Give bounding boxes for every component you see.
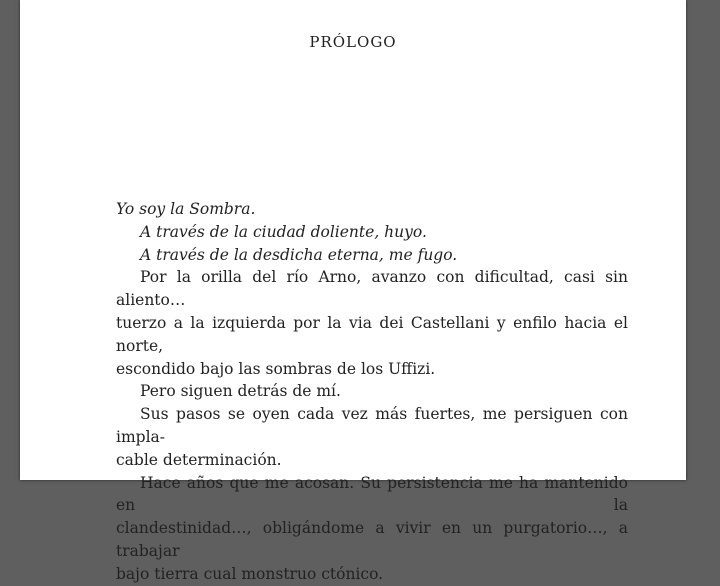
text-line: clandestinidad…, obligándome a vivir en un purgatorio…, a trabajar [116,519,628,560]
chapter-title: PRÓLOGO [309,33,397,51]
text-line: tuerzo a la izquierda por la via dei Castellani y enfilo hacia el norte, [116,313,628,355]
text-line: cable determinación. [116,450,282,469]
text-line: Sus pasos se oyen cada vez más fuertes, me persiguen con impla- [116,405,628,446]
text-line: Yo soy la Sombra. [116,200,256,218]
text-line: Hace años que me acosan. Su persistencia me ha mantenido en la [116,473,628,515]
body-text [116,198,628,586]
text-line: A través de la desdicha eterna, me fugo. [140,245,458,264]
text-line: escondido bajo las sombras de los Uffizi. [116,359,436,378]
book-page [20,0,686,583]
text-line: bajo tierra cual monstruo ctónico. [116,564,384,583]
text-line: Pero siguen detrás de mí. [140,382,341,401]
text-line: A través de la ciudad doliente, huyo. [140,222,427,241]
text-line: Por la orilla del río Arno, avanzo con dificultad, casi sin aliento… [116,268,628,310]
